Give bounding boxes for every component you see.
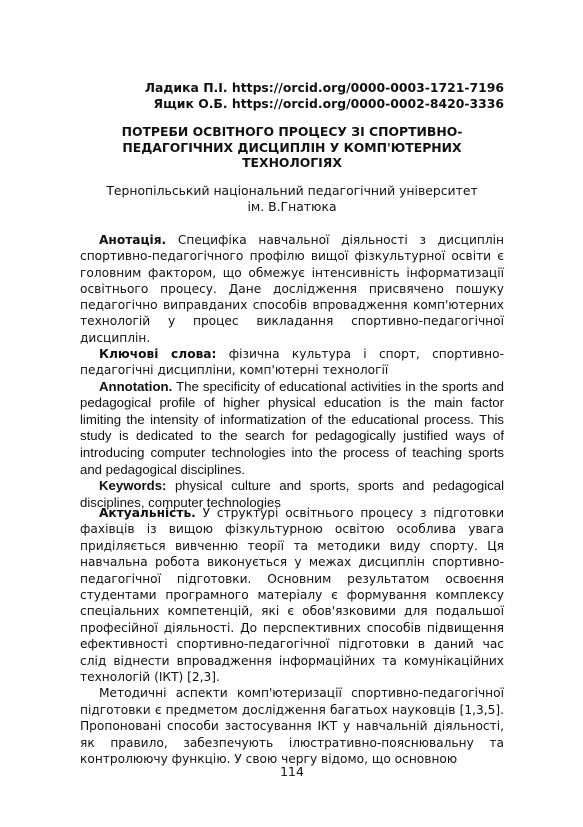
relevance-text: У структурі освітнього процесу з підготовки фахівців із вищою фізкультурною освітою особлива увага приділяється вивченню теорії та методики виду спорту. Ця навчальна робота виконується у межах дисциплін спортивно-педагогічної підготовки. Основним результатом освоєння студентами програмного матеріалу є формування комплексу спеціальних компетенцій, які є обов'язковими для подальшої професійної діяльності. До перспективних способів підвищення ефективності спортивно-педагогічної підготовки в даний час слід віднести впровадження інформаційних та комунікаційних технологій (ІКТ) [2,3].	[80, 506, 504, 685]
author-line: Ладика П.І. https://orcid.org/0000-0003-1721-7196	[144, 80, 504, 95]
keywords-uk	[80, 346, 504, 379]
affiliation-line: ім. В.Гнатюка	[247, 198, 337, 214]
affiliation	[80, 183, 504, 214]
abstract-uk-text: Специфіка навчальної діяльності з дисциплін спортивно-педагогічного профілю вищої фізкультурної освіти є головним фактором, що обмежує інтенсивність інформатизації освітнього процесу. Дане дослідження присвячено пошуку педагогічно виправданих способів впровадження комп'ютерних технологій у процес викладання спортивно-педагогічної дисциплін.	[80, 233, 504, 345]
page	[80, 0, 504, 827]
relevance-paragraph	[80, 505, 504, 685]
title-line: ПЕДАГОГІЧНИХ ДИСЦИПЛІН У КОМП'ЮТЕРНИХ	[122, 139, 462, 155]
title-line: ПОТРЕБИ ОСВІТНОГО ПРОЦЕСУ ЗІ СПОРТИВНО-	[121, 124, 463, 139]
body-paragraph: Методичні аспекти комп'ютеризації спортивно-педагогічної підготовки є предметом дослідження багатьох науковців [1,3,5]. Пропоновані способи застосування ІКТ у навчальній діяльності, як правило, забезпечують ілюстративно-пояснювальну та контролюючу функцію. У свою чергу відомо, що основною	[80, 686, 504, 767]
affiliation-line: Тернопільський національний педагогічний університет	[106, 183, 478, 198]
abstract-uk	[80, 232, 504, 346]
abstract-en	[80, 379, 504, 479]
keywords-uk-label: Ключові слова:	[99, 347, 217, 362]
keywords-en-text: physical culture and sports, sports and pedagogical disciplines, computer technologies	[80, 478, 504, 510]
relevance-label: Актуальність.	[99, 506, 196, 520]
abstract-en-text: The specificity of educational activities in the sports and pedagogical profile of higher physical education is the main factor limiting the intensity of informatization of the educational process. This study is dedicated to the search for pedagogically justified ways of introducing computer technologies into the process of teaching sports and pedagogical disciplines.	[80, 378, 504, 477]
abstract-uk-label: Анотація.	[99, 233, 167, 247]
author-line: Ящик О.Б. https://orcid.org/0000-0002-8420-3336	[153, 96, 504, 111]
abstract-en-label: Annotation.	[99, 378, 173, 394]
title-line: ТЕХНОЛОГІЯХ	[242, 155, 342, 170]
keywords-en-label: Keywords:	[99, 478, 167, 494]
paper-title	[80, 124, 504, 171]
keywords-uk-text: фізична культура і спорт, спортивно-педагогічні дисципліни, комп'ютерні технології	[80, 347, 504, 378]
body-section	[80, 505, 504, 768]
page-number: 114	[280, 764, 304, 779]
authors-block	[80, 80, 504, 112]
abstract-section	[80, 232, 504, 511]
